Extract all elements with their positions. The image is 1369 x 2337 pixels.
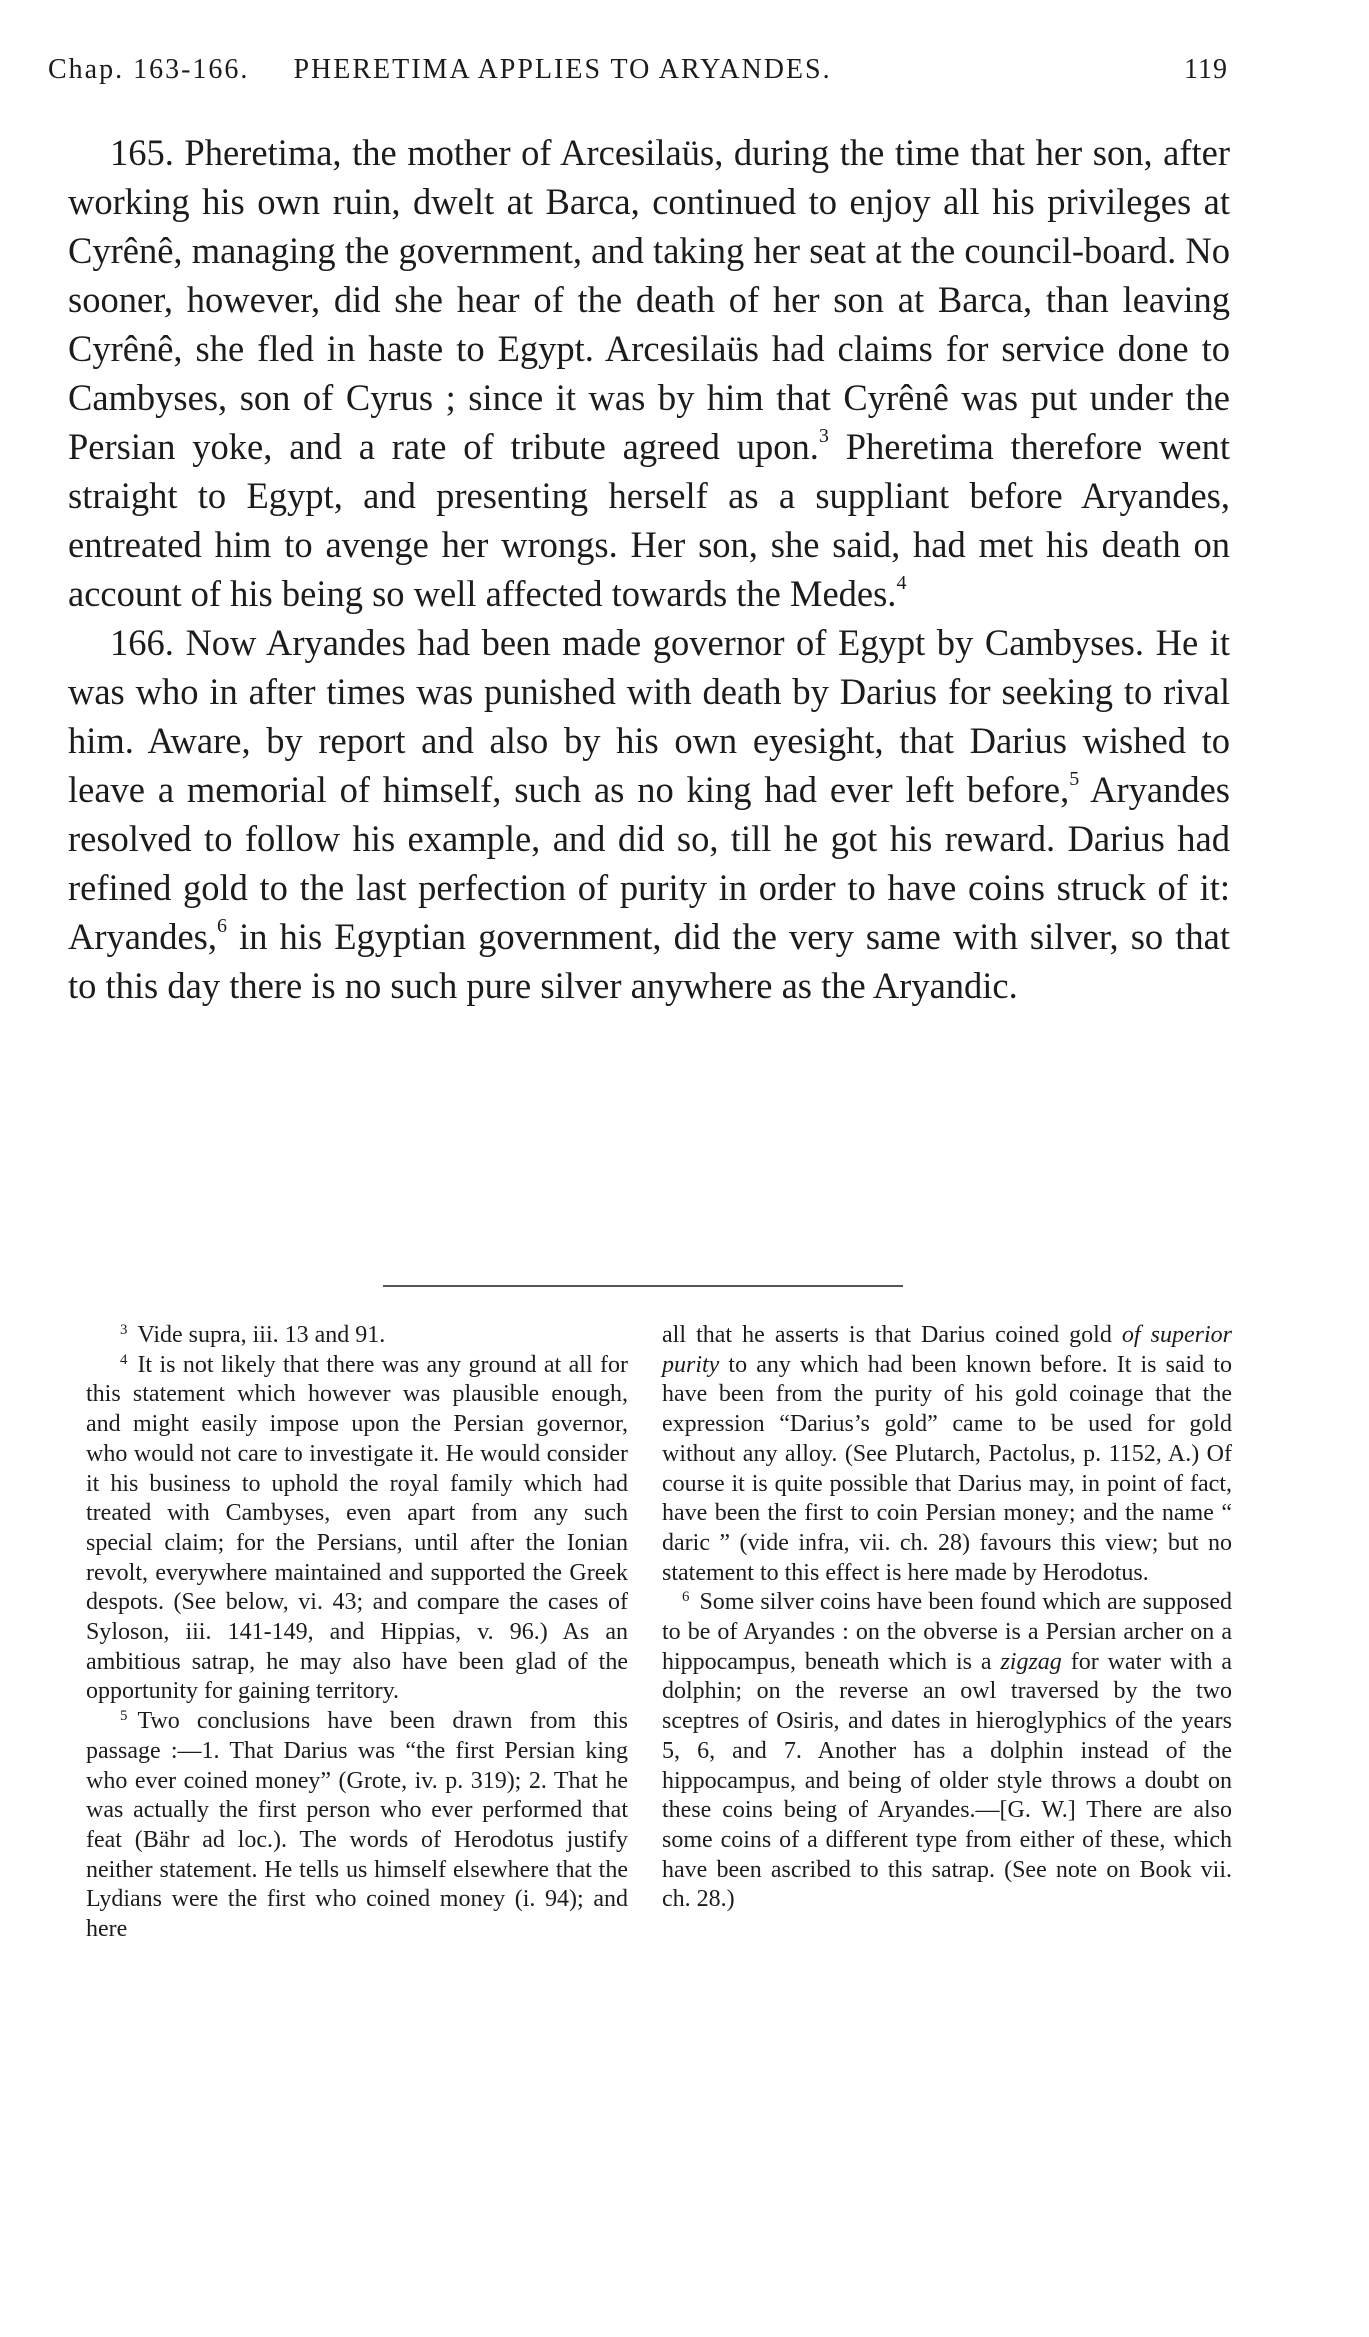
footnote-6-text-a: Some silver coins have been found which are supposed to be of Aryandes : on the obverse is a Persian archer on a hippocampus, beneath which is a [662, 1589, 1232, 1675]
main-text [68, 128, 1230, 1010]
footnote-5-cont-text-b: to any which had been known before. It is said to have been from the purity of his gold coinage that the expression “Darius’s gold” came to be used for gold without any alloy. (See Plutarch, Pactolus, p. 1152, A.) Of course it is quite possible that Darius may, in point of fact, have been the first to coin Persian money; and the name “ daric ” (vide infra, vii. ch. 28) favours this view; but no statement to this effect is here made by Herodotus. [662, 1351, 1232, 1586]
footnote-ref-4: 4 [896, 571, 907, 594]
paragraph-166-text-a: 166. Now Aryandes had been made governor of Egypt by Cambyses. He it was who in after times was punished with death by Darius for seeking to rival him. Aware, by report and also by his own eyesight, that Darius wished to leave a memorial of himself, such as no king had ever left before, [68, 622, 1230, 810]
footnotes-right-column [662, 1321, 1232, 1915]
paragraph-166-text-c: in his Egyptian government, did the very same with silver, so that to this day there is no such pure silver anywhere as the Aryandic. [68, 916, 1230, 1006]
paragraph-165 [68, 128, 1230, 618]
running-title: PHERETIMA APPLIES TO ARYANDES. [293, 54, 832, 85]
footnote-ref-3: 3 [818, 424, 829, 447]
footnote-3-mark: 3 [120, 1321, 128, 1338]
footnote-4 [86, 1351, 628, 1707]
footnote-3 [86, 1321, 628, 1351]
footnote-divider [383, 1285, 903, 1287]
paragraph-165-text-b: Pheretima therefore went straight to Egypt, and presenting herself as a suppliant before Aryandes, entreated him to avenge her wrongs. Her son, she said, had met his death on account of his being so well affected towards the Medes. [68, 426, 1231, 614]
paragraph-165-text-a: 165. Pheretima, the mother of Arcesilaüs, during the time that her son, after working his own ruin, dwelt at Barca, continued to enjoy all his privileges at Cyrênê, managing the government, and taking her seat at the council-board. No sooner, however, did she hear of the death of her son at Barca, than leaving Cyrênê, she fled in haste to Egypt. Arcesilaüs had claims for service done to Cambyses, son of Cyrus ; since it was by him that Cyrênê was put under the Persian yoke, and a rate of tribute agreed upon. [68, 132, 1230, 467]
footnote-6-text-b: for water with a dolphin; on the reverse an owl traversed by the two sceptres of Osiris, and dates in hieroglyphics of the years 5, 6, and 7. Another has a dolphin instead of the hippocampus, and being of older style throws a doubt on these coins being of Aryandes.—[G. W.] There are also some coins of a different type from either of these, which have been ascribed to this satrap. (See note on Book vii. ch. 28.) [662, 1648, 1233, 1913]
footnote-ref-6: 6 [217, 914, 228, 937]
paragraph-166-text-b: Aryandes resolved to follow his example, and did so, till he got his reward. Darius had refined gold to the last perfection of purity in order to have coins struck of it: Aryandes, [68, 769, 1230, 957]
footnote-5-cont-text-a: all that he asserts is that Darius coined gold [662, 1322, 1122, 1348]
footnote-5-mark: 5 [120, 1707, 128, 1724]
paragraph-166 [68, 618, 1230, 1010]
footnote-5-text: Two conclusions have been drawn from this passage :—1. That Darius was “the first Persian king who ever coined money” (Grote, iv. p. 319); 2. That he was actually the first person who ever performed that feat (Bähr ad loc.). The words of Herodotus justify neither statement. He tells us himself elsewhere that the Lydians were the first who coined money (i. 94); and here [86, 1708, 628, 1943]
footnote-ref-5: 5 [1069, 767, 1080, 790]
footnote-4-mark: 4 [120, 1351, 128, 1368]
footnote-4-text: It is not likely that there was any ground at all for this statement which however was plausible enough, and might easily impose upon the Persian governor, who would not care to investigate it. He would consider it his business to uphold the royal family which had treated with Cambyses, even apart from any such special claim; for the Persians, until after the Ionian revolt, everywhere maintained and supported the Greek despots. (See below, vi. 43; and compare the cases of Syloson, iii. 141-149, and Hippias, v. 96.) As an ambitious satrap, he may also have been glad of the opportunity for gaining territory. [86, 1351, 628, 1705]
footnote-5-continued [662, 1321, 1232, 1588]
footnote-6-italic: zigzag [1000, 1648, 1062, 1675]
page-number: 119 [1184, 54, 1228, 85]
running-head [48, 54, 1228, 86]
footnote-3-text: Vide supra, iii. 13 and 91. [137, 1322, 386, 1348]
footnote-6 [662, 1588, 1232, 1915]
footnote-5 [86, 1707, 628, 1945]
footnote-5-cont-italic: of superior purity [662, 1322, 1233, 1378]
footnote-6-mark: 6 [682, 1589, 690, 1606]
footnotes-left-column [86, 1321, 628, 1945]
chapter-range: Chap. 163-166. [48, 54, 250, 85]
